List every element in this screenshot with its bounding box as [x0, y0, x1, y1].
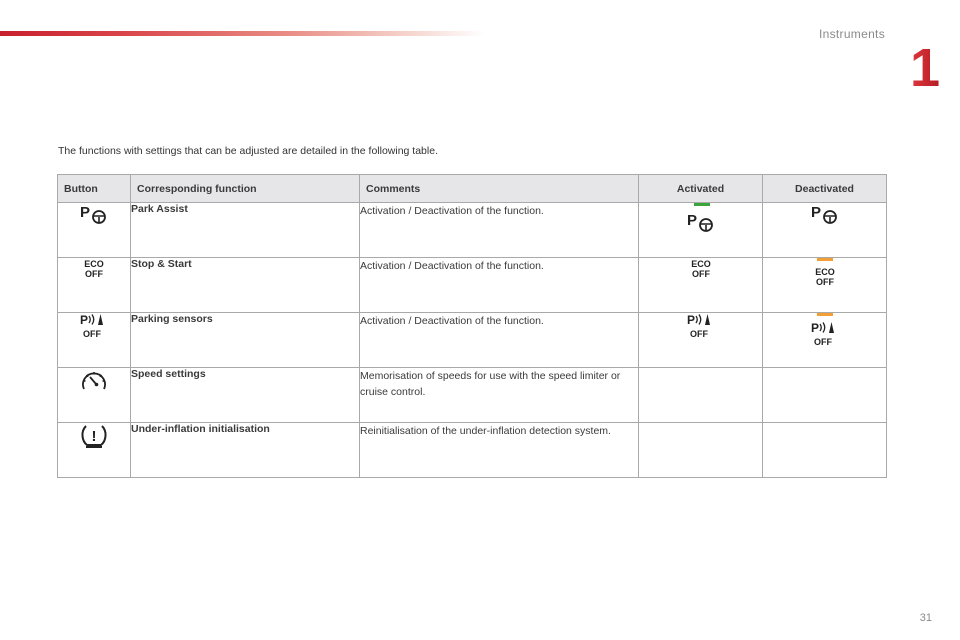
table-row [58, 203, 887, 258]
deactivated-cell [763, 313, 887, 368]
function-name: Under-inflation initialisation [131, 423, 360, 478]
parking-sensors-deactivated-icon [810, 313, 840, 347]
deactivated-cell [763, 203, 887, 258]
svg-text:P: P [80, 313, 89, 327]
svg-text:OFF: OFF [689, 329, 708, 339]
svg-text:P: P [80, 204, 91, 221]
eco-off-icon [81, 258, 107, 280]
park-assist-deactivated-icon [810, 203, 840, 225]
column-header-activated: Activated [639, 175, 763, 203]
function-name: Parking sensors [131, 313, 360, 368]
column-header-deactivated: Deactivated [763, 175, 887, 203]
svg-text:P: P [686, 313, 695, 327]
svg-text:!: ! [91, 428, 97, 445]
column-header-button: Button [58, 175, 131, 203]
table-row [58, 313, 887, 368]
eco-off-deactivated-icon [812, 258, 838, 288]
function-comment: Memorisation of speeds for use with the speed limiter or cruise control. [360, 368, 639, 423]
table-header-row [58, 175, 887, 203]
deactivated-cell [763, 258, 887, 313]
svg-text:ECO: ECO [690, 259, 711, 269]
activated-cell [639, 423, 763, 478]
speedometer-icon [79, 368, 109, 394]
button-cell [58, 313, 131, 368]
svg-text:ECO: ECO [814, 267, 835, 277]
function-comment: Activation / Deactivation of the function. [360, 313, 639, 368]
svg-text:OFF: OFF [83, 329, 101, 339]
button-cell [58, 423, 131, 478]
parking-sensors-activated-icon [686, 313, 716, 339]
svg-text:P: P [810, 204, 821, 221]
svg-text:OFF: OFF [815, 277, 834, 287]
svg-text:OFF: OFF [813, 337, 832, 347]
page-number: 31 [919, 612, 932, 624]
tyre-pressure-warning-icon [80, 423, 108, 449]
chapter-number [902, 44, 948, 88]
column-header-function: Corresponding function [131, 175, 360, 203]
activated-cell [639, 258, 763, 313]
section-title: Instruments [819, 27, 885, 41]
activated-cell [639, 313, 763, 368]
activated-cell [639, 368, 763, 423]
parking-sensors-off-icon [79, 313, 109, 339]
function-name: Speed settings [131, 368, 360, 423]
table-row [58, 423, 887, 478]
settings-table [57, 174, 887, 478]
button-cell [58, 258, 131, 313]
function-name: Park Assist [131, 203, 360, 258]
function-comment: Activation / Deactivation of the function. [360, 258, 639, 313]
function-comment: Reinitialisation of the under-inflation detection system. [360, 423, 639, 478]
park-assist-icon [79, 203, 109, 225]
svg-text:OFF: OFF [85, 269, 103, 279]
column-header-comments: Comments [360, 175, 639, 203]
intro-text: The functions with settings that can be adjusted are detailed in the following table. [58, 145, 438, 157]
svg-text:P: P [810, 321, 819, 335]
function-comment: Activation / Deactivation of the function. [360, 203, 639, 258]
table-row [58, 258, 887, 313]
svg-text:1: 1 [909, 44, 941, 88]
svg-text:P: P [686, 212, 697, 229]
table-row [58, 368, 887, 423]
header-accent-bar [0, 31, 485, 36]
park-assist-activated-icon [686, 203, 716, 233]
eco-off-activated-icon [688, 258, 714, 280]
button-cell [58, 203, 131, 258]
function-name: Stop & Start [131, 258, 360, 313]
deactivated-cell [763, 423, 887, 478]
svg-text:ECO: ECO [84, 259, 104, 269]
button-cell [58, 368, 131, 423]
activated-cell [639, 203, 763, 258]
svg-text:OFF: OFF [691, 269, 710, 279]
deactivated-cell [763, 368, 887, 423]
